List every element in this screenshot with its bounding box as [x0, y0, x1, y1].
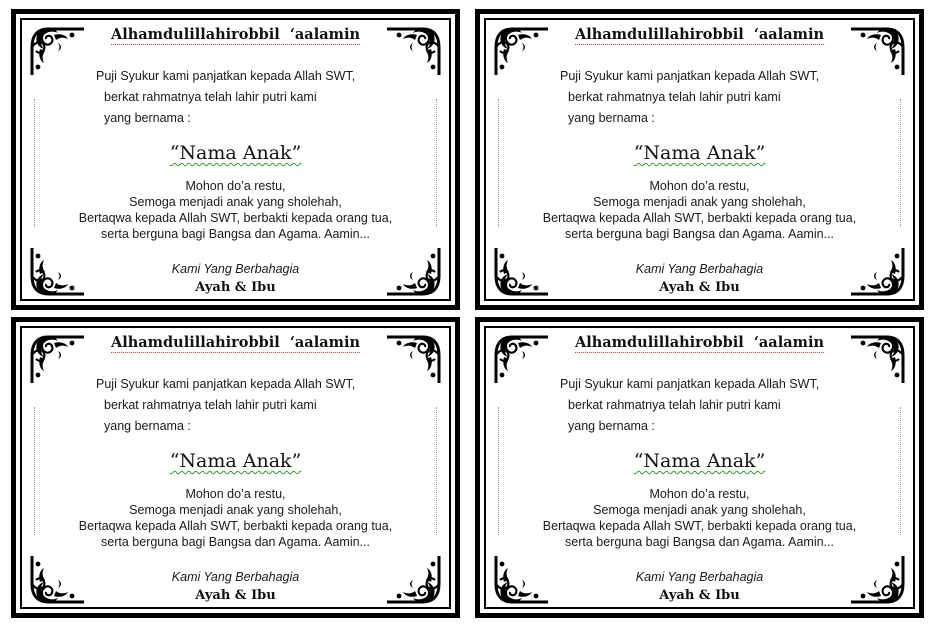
prayer-line: serta berguna bagi Bangsa dan Agama. Aamin...: [101, 227, 370, 241]
intro-line: berkat rahmatnya telah lahir putri kami: [568, 90, 781, 104]
child-name: “Nama Anak”: [633, 142, 766, 164]
prayer-line: Bertaqwa kepada Allah SWT, berbakti kepada orang tua,: [78, 519, 393, 533]
card-bottom-right: [475, 317, 924, 618]
prayer-line: Bertaqwa kepada Allah SWT, berbakti kepada orang tua,: [542, 519, 857, 533]
prayer-text: [480, 178, 919, 242]
intro-line: berkat rahmatnya telah lahir putri kami: [104, 90, 317, 104]
prayer-line: serta berguna bagi Bangsa dan Agama. Aamin...: [565, 227, 834, 241]
intro-line: yang bernama :: [568, 111, 655, 125]
intro-line: Puji Syukur kami panjatkan kepada Allah SWT,: [560, 377, 820, 391]
child-name: “Nama Anak”: [633, 450, 766, 472]
prayer-text: [480, 486, 919, 550]
intro-line: yang bernama :: [104, 111, 191, 125]
intro-line: Puji Syukur kami panjatkan kepada Allah SWT,: [96, 377, 356, 391]
parents-label: Ayah & Ibu: [195, 588, 276, 603]
prayer-text: [16, 486, 455, 550]
signature-label: Kami Yang Berbahagia: [635, 570, 764, 584]
signature-label: Kami Yang Berbahagia: [171, 570, 300, 584]
card-top-left: [11, 9, 460, 310]
prayer-line: Bertaqwa kepada Allah SWT, berbakti kepada orang tua,: [78, 211, 393, 225]
card-top-right: [475, 9, 924, 310]
signature-label: Kami Yang Berbahagia: [635, 262, 764, 276]
intro-text: [96, 374, 355, 437]
prayer-line: Mohon do’a restu,: [185, 487, 286, 501]
prayer-line: Semoga menjadi anak yang sholehah,: [129, 503, 342, 517]
parents-label: Ayah & Ibu: [195, 280, 276, 295]
intro-line: berkat rahmatnya telah lahir putri kami: [568, 398, 781, 412]
intro-text: [560, 374, 819, 437]
prayer-line: Bertaqwa kepada Allah SWT, berbakti kepada orang tua,: [542, 211, 857, 225]
greeting-title: Alhamdulillahirobbil ‘aalamin: [110, 334, 361, 351]
intro-text: [96, 66, 355, 129]
intro-line: Puji Syukur kami panjatkan kepada Allah SWT,: [560, 69, 820, 83]
signature-label: Kami Yang Berbahagia: [171, 262, 300, 276]
prayer-line: Mohon do’a restu,: [185, 179, 286, 193]
greeting-title: Alhamdulillahirobbil ‘aalamin: [574, 334, 825, 351]
intro-line: yang bernama :: [568, 419, 655, 433]
intro-line: berkat rahmatnya telah lahir putri kami: [104, 398, 317, 412]
prayer-text: [16, 178, 455, 242]
prayer-line: Mohon do’a restu,: [649, 487, 750, 501]
child-name: “Nama Anak”: [169, 142, 302, 164]
parents-label: Ayah & Ibu: [659, 280, 740, 295]
prayer-line: Semoga menjadi anak yang sholehah,: [129, 195, 342, 209]
intro-line: yang bernama :: [104, 419, 191, 433]
greeting-title: Alhamdulillahirobbil ‘aalamin: [574, 26, 825, 43]
card-bottom-left: [11, 317, 460, 618]
prayer-line: serta berguna bagi Bangsa dan Agama. Aamin...: [101, 535, 370, 549]
intro-text: [560, 66, 819, 129]
intro-line: Puji Syukur kami panjatkan kepada Allah SWT,: [96, 69, 356, 83]
prayer-line: serta berguna bagi Bangsa dan Agama. Aamin...: [565, 535, 834, 549]
greeting-title: Alhamdulillahirobbil ‘aalamin: [110, 26, 361, 43]
prayer-line: Mohon do’a restu,: [649, 179, 750, 193]
parents-label: Ayah & Ibu: [659, 588, 740, 603]
child-name: “Nama Anak”: [169, 450, 302, 472]
prayer-line: Semoga menjadi anak yang sholehah,: [593, 195, 806, 209]
prayer-line: Semoga menjadi anak yang sholehah,: [593, 503, 806, 517]
